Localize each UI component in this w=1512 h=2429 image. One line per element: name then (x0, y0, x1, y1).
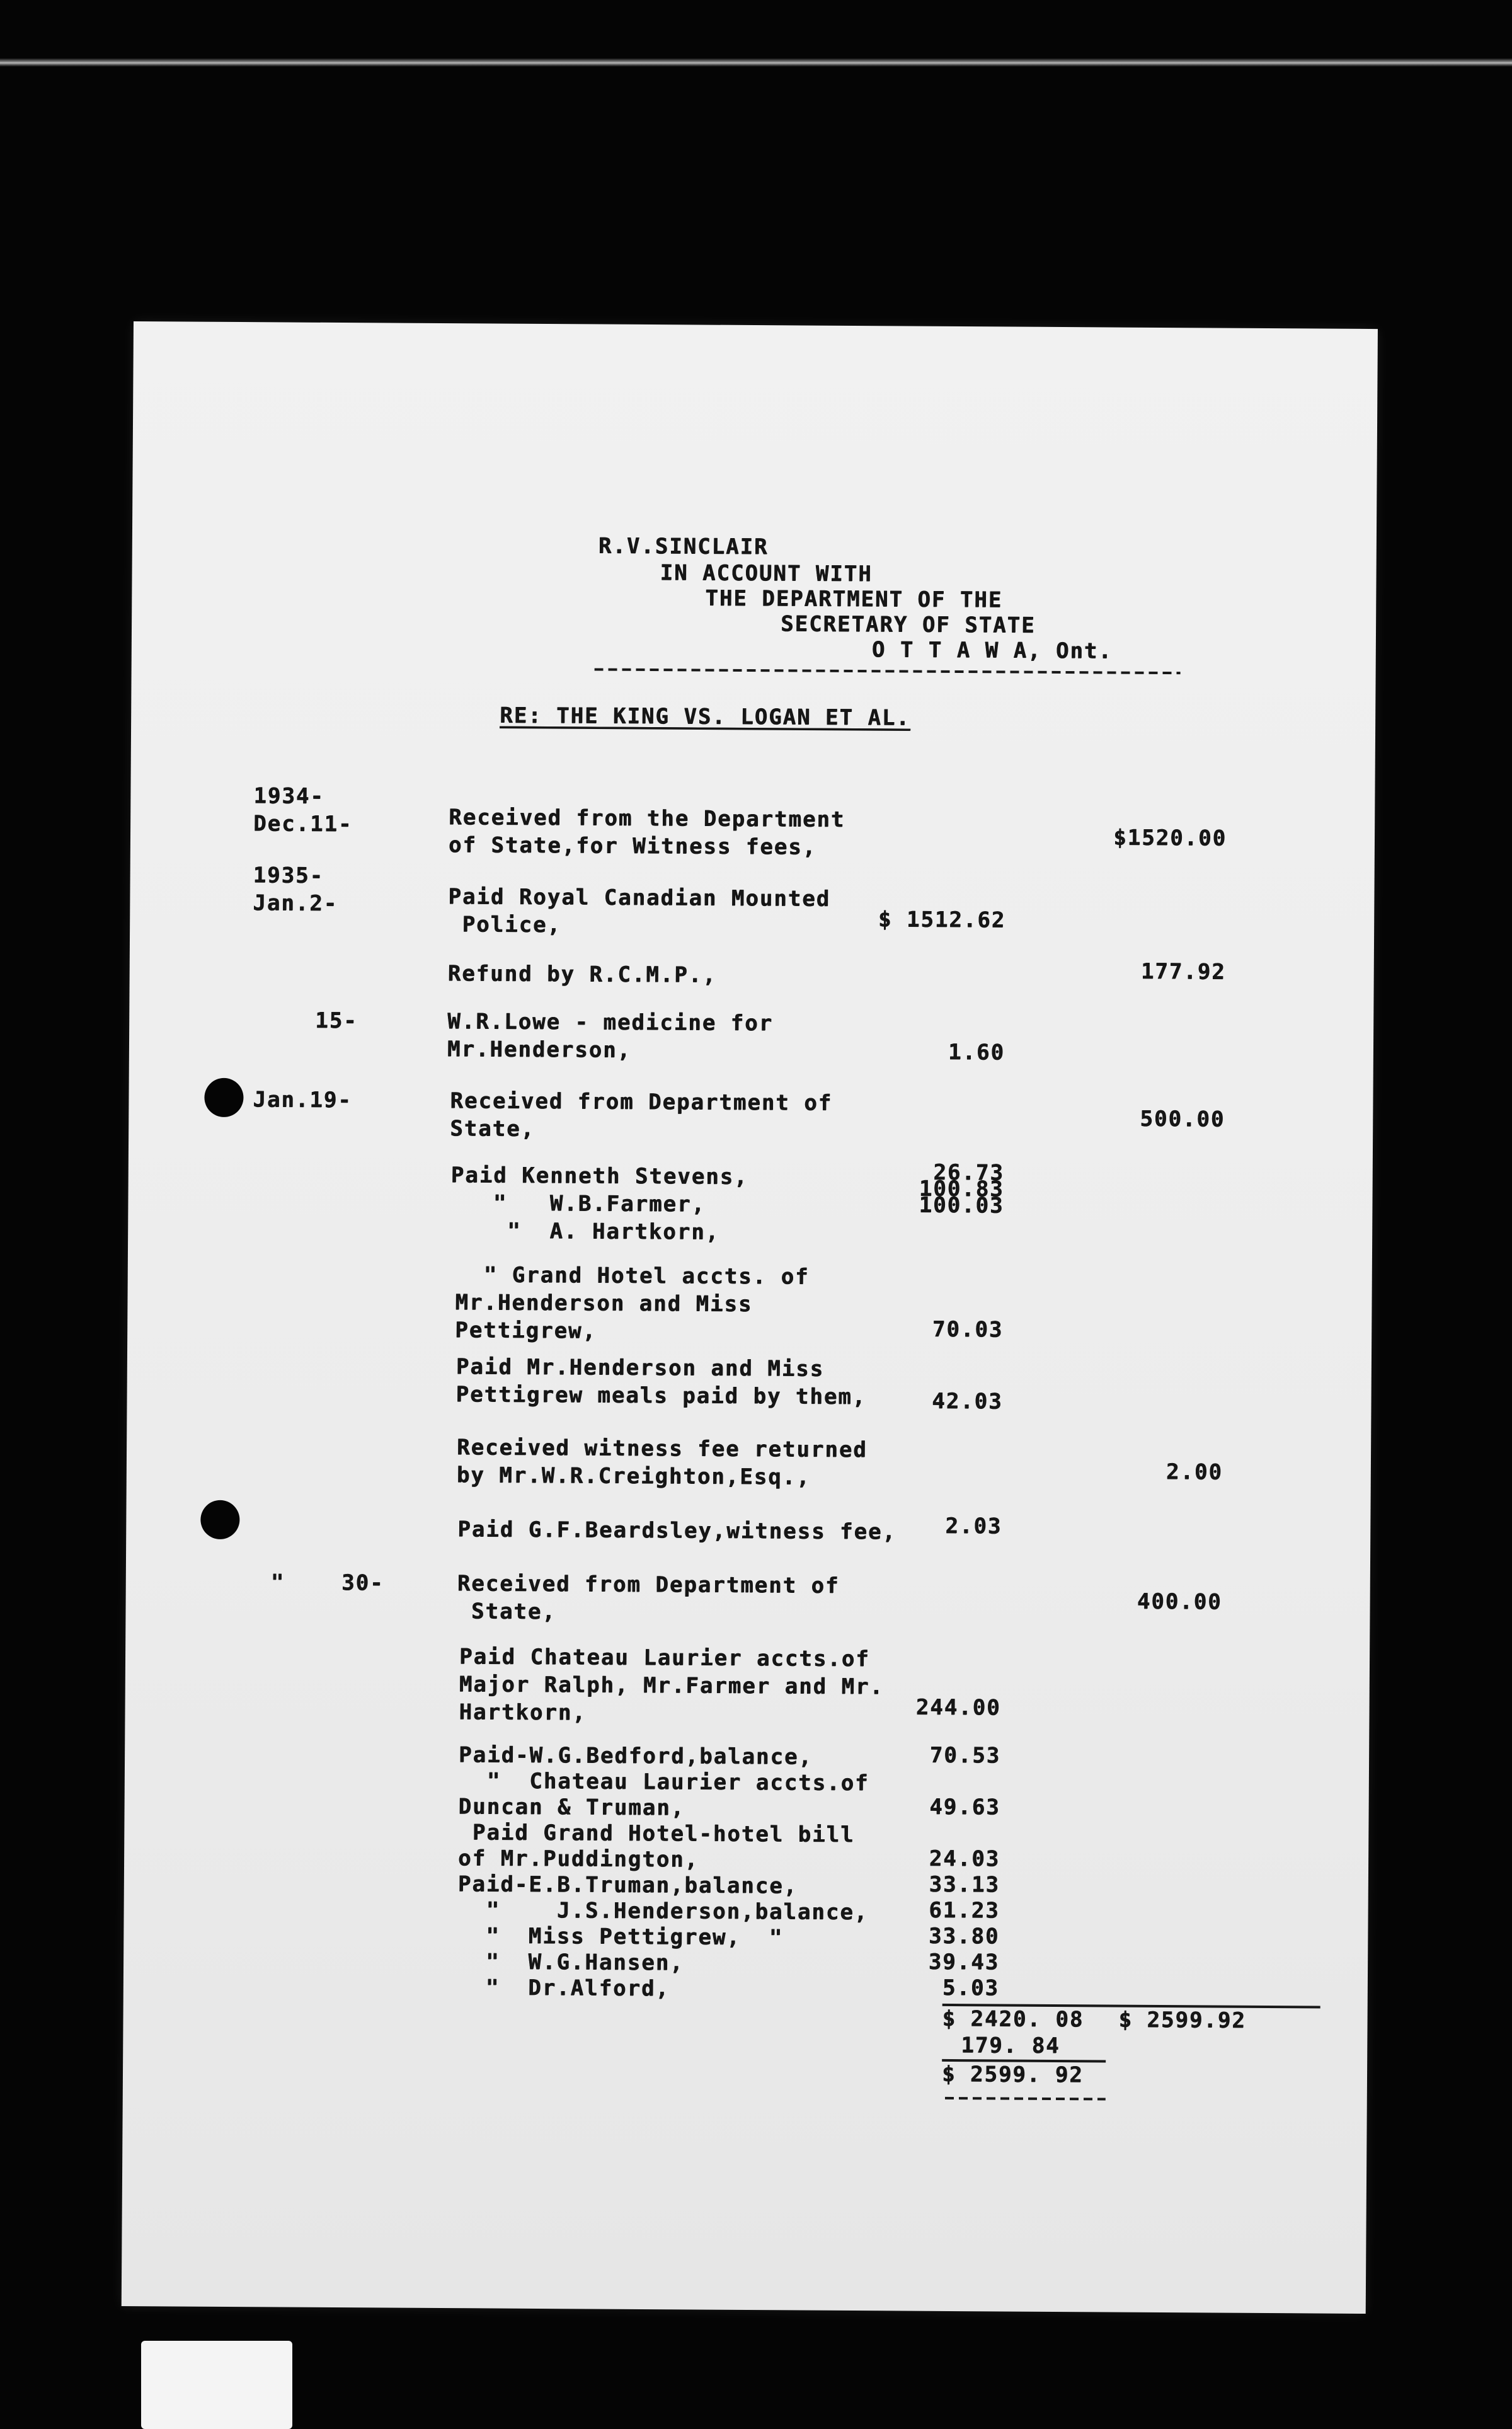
entry-date: 1935- Jan.2- (253, 863, 338, 916)
entry-description: Paid Royal Canadian Mounted Police, (448, 884, 831, 938)
entry-description: Received from Department of State, (450, 1088, 833, 1142)
entry-date: " 30- (270, 1570, 384, 1596)
header-line: THE DEPARTMENT OF THE (705, 585, 1003, 613)
header-line: IN ACCOUNT WITH (660, 560, 873, 587)
entry-description: Refund by R.C.M.P., (447, 961, 717, 988)
header-line: SECRETARY OF STATE (780, 611, 1036, 638)
entry-description: Paid Kenneth Stevens, " W.B.Farmer, " A. Hartkorn, (450, 1163, 748, 1245)
debit-total: $ 2420. 08 (942, 2006, 1084, 2033)
entry-credit: 2.00 (1166, 1459, 1223, 1485)
entry-debit: 26.73 100.83 100.03 (919, 1159, 1004, 1219)
entry-description: Paid Mr.Henderson and Miss Pettigrew meals paid by them, (455, 1354, 867, 1410)
grand-total: $ 2599. 92 (941, 2061, 1084, 2088)
entry-description: " Grand Hotel accts. of Mr.Henderson and Miss Pettigrew, (455, 1262, 810, 1344)
entry-debit: $ 1512.62 (878, 907, 1006, 933)
entry-credit: 500.00 (1140, 1106, 1225, 1132)
entry-date: 15- (315, 1008, 358, 1034)
scanner-edge (0, 58, 1512, 67)
entry-debit: 1.60 (948, 1039, 1005, 1065)
balance-amount: 179. 84 (961, 2033, 1060, 2059)
entry-date: Jan.19- (253, 1087, 352, 1113)
entry-description: Paid Chateau Laurier accts.of Major Ralph, Mr.Farmer and Mr. Hartkorn, (459, 1644, 884, 1726)
punch-hole (200, 1500, 239, 1539)
entry-description: W.R.Lowe - medicine for Mr.Henderson, (447, 1009, 774, 1063)
credit-total: $ 2599.92 (1118, 2007, 1246, 2033)
closing-dashes (945, 2097, 1106, 2101)
entry-description: Paid G.F.Beardsley,witness fee, (457, 1517, 896, 1545)
entry-date: 1934- Dec.11- (253, 783, 353, 837)
header-divider (595, 668, 1181, 674)
entry-credit: 400.00 (1137, 1588, 1222, 1615)
entry-debit: 70.03 (932, 1316, 1004, 1343)
entry-debit: 2.03 (945, 1513, 1002, 1539)
entry-debit: 244.00 (915, 1694, 1001, 1721)
header-name: R.V.SINCLAIR (598, 533, 769, 560)
entry-description: Received witness fee returned by Mr.W.R.Creighton,Esq., (456, 1435, 868, 1490)
entry-debit: 42.03 (932, 1388, 1003, 1415)
subject-line: RE: THE KING VS. LOGAN ET AL. (500, 703, 910, 731)
punch-hole (204, 1078, 243, 1117)
entry-credit: $1520.00 (1113, 825, 1227, 851)
entry-debit: 70.53 49.63 24.03 33.13 61.23 33.80 39.43 5.03 (928, 1742, 1001, 2001)
film-tab (141, 2341, 292, 2429)
entry-description: Received from Department of State, (457, 1571, 840, 1625)
header-location: O T T A W A, Ont. (871, 637, 1113, 664)
entry-credit: 177.92 (1140, 958, 1226, 985)
entry-description: Received from the Department of State,for Witness fees, (448, 805, 845, 860)
document-page (122, 321, 1378, 2314)
entry-description: Paid-W.G.Bedford,balance, " Chateau Laurier accts.of Duncan & Truman, Paid Grand Hotel-hotel bill of Mr.Puddington, Paid-E.B.Truman,balance, " J.S.Henderson,balance, " Miss Pettigrew, " " W.G.Hansen, " Dr.Alford, (457, 1742, 869, 2002)
